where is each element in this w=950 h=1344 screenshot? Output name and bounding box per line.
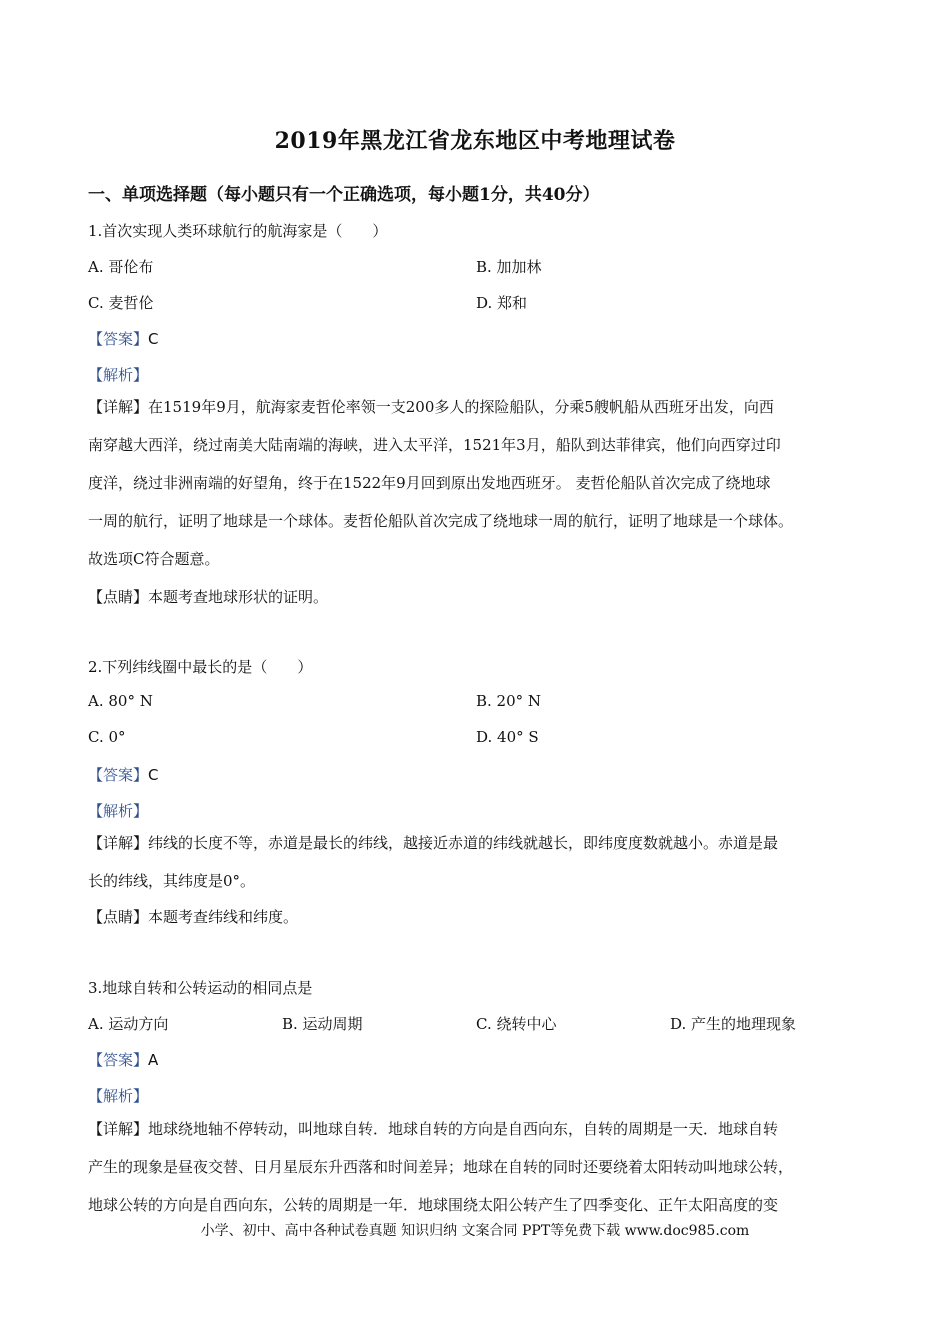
- detail-line: 地球公转的方向是自西向东，公转的周期是一年．地球围绕太阳公转产生了四季变化、正午太阳高度的变: [88, 1196, 779, 1214]
- detail-line: 故选项C符合题意。: [88, 550, 220, 568]
- question-2-option-a: A. 80° N: [88, 692, 153, 710]
- detail-line: 南穿越大西洋，绕过南美大陆南端的海峡，进入太平洋，1521年3月，船队到达菲律宾，他们向西穿过印: [88, 436, 781, 454]
- answer-value: C: [148, 766, 159, 784]
- detail-label: 【详解】: [88, 398, 149, 416]
- tip-label: 【点睛】: [88, 908, 149, 926]
- question-1-tip: [88, 586, 328, 607]
- answer-label: 【答案】: [88, 766, 149, 784]
- question-3-option-a: A. 运动方向: [88, 1015, 169, 1033]
- detail-line: [88, 1110, 873, 1148]
- question-1-option-b: B. 加加林: [476, 258, 542, 276]
- question-1-analysis-label: [88, 364, 148, 385]
- answer-label: 【答案】: [88, 1051, 149, 1069]
- detail-label: 【详解】: [88, 1120, 149, 1138]
- detail-label: 【详解】: [88, 834, 149, 852]
- detail-line: 度洋，绕过非洲南端的好望角，终于在1522年9月回到原出发地西班牙。 麦哲伦船队首次完成了绕地球: [88, 474, 771, 492]
- question-2-analysis-label: [88, 800, 148, 821]
- detail-text: 在1519年9月，航海家麦哲伦率领一支200多人的探险船队，分乘5艘帆船从西班牙出发，向西: [148, 398, 774, 416]
- tip-text: 本题考查纬线和纬度。: [148, 908, 299, 926]
- answer-label: 【答案】: [88, 330, 149, 348]
- question-3-option-b: B. 运动周期: [282, 1015, 363, 1033]
- question-1-option-c: C. 麦哲伦: [88, 294, 154, 312]
- tip-text: 本题考查地球形状的证明。: [148, 588, 329, 606]
- question-2-option-c: C. 0°: [88, 728, 126, 746]
- answer-value: C: [148, 330, 159, 348]
- question-1-detail: [88, 388, 873, 578]
- detail-text: 地球绕地轴不停转动，叫地球自转．地球自转的方向是自西向东，自转的周期是一天．地球自转: [148, 1120, 779, 1138]
- detail-line: [88, 388, 873, 426]
- tip-label: 【点睛】: [88, 588, 149, 606]
- analysis-label: 【解析】: [88, 1087, 149, 1105]
- analysis-label: 【解析】: [88, 802, 149, 820]
- question-2-option-b: B. 20° N: [476, 692, 542, 710]
- question-1-option-d: D. 郑和: [476, 294, 528, 312]
- detail-line: 长的纬线，其纬度是0°。: [88, 872, 256, 890]
- question-2-option-d: D. 40° S: [476, 728, 539, 746]
- detail-line: 一周的航行，证明了地球是一个球体。麦哲伦船队首次完成了绕地球一周的航行，证明了地球是一个球体。: [88, 512, 794, 530]
- question-1-answer: [88, 328, 159, 349]
- page-title: 2019年黑龙江省龙东地区中考地理试卷: [274, 128, 676, 154]
- question-3-stem: 3.地球自转和公转运动的相同点是: [88, 979, 313, 997]
- page-footer: 小学、初中、高中各种试卷真题 知识归纳 文案合同 PPT等免费下载 www.doc985.com: [200, 1223, 750, 1239]
- question-3-detail: [88, 1110, 873, 1224]
- question-1-stem: 1.首次实现人类环球航行的航海家是（ ）: [88, 222, 388, 240]
- detail-line: [88, 824, 873, 862]
- question-3-option-c: C. 绕转中心: [476, 1015, 557, 1033]
- question-3-analysis-label: [88, 1085, 148, 1106]
- answer-value: A: [148, 1051, 159, 1069]
- question-1-option-a: A. 哥伦布: [88, 258, 154, 276]
- detail-text: 纬线的长度不等，赤道是最长的纬线，越接近赤道的纬线就越长，即纬度度数就越小。赤道是最: [148, 834, 779, 852]
- question-3-option-d: D. 产生的地理现象: [670, 1015, 797, 1033]
- question-2-answer: [88, 764, 159, 785]
- section-heading: 一、单项选择题（每小题只有一个正确选项，每小题1分，共40分）: [88, 185, 600, 205]
- detail-line: 产生的现象是昼夜交替、日月星辰东升西落和时间差异；地球在自转的同时还要绕着太阳转动叫地球公转，: [88, 1158, 794, 1176]
- question-2-stem: 2.下列纬线圈中最长的是（ ）: [88, 658, 313, 676]
- question-2-detail: [88, 824, 873, 900]
- question-2-tip: [88, 906, 298, 927]
- question-3-answer: [88, 1049, 158, 1070]
- analysis-label: 【解析】: [88, 366, 149, 384]
